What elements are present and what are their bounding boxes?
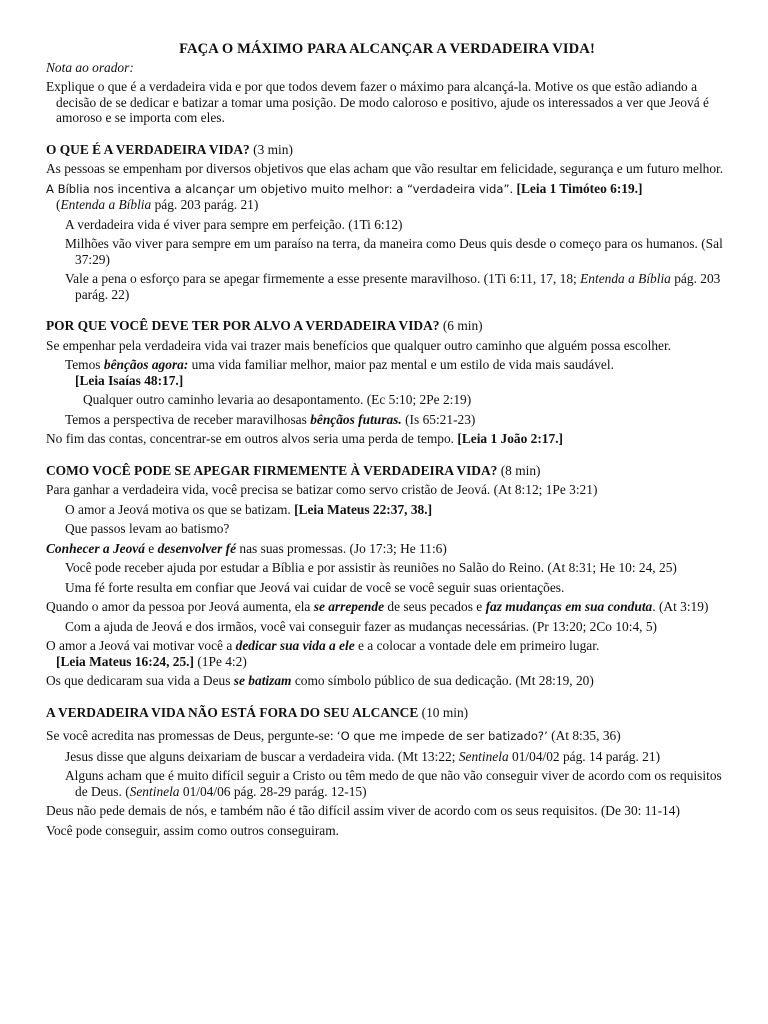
section-title: COMO VOCÊ PODE SE APEGAR FIRMEMENTE À VERDADEIRA VIDA? (46, 462, 498, 478)
section-heading (46, 463, 728, 479)
outline-point: Se você acredita nas promessas de Deus, pergunte-se: ‘O que me impede de ser batizado?’ (At 8:35, 36) (46, 728, 621, 743)
question-text: ‘O que me impede de ser batizado?’ (336, 729, 548, 743)
publication-title: Entenda a Bíblia (60, 197, 152, 212)
section-time: (8 min) (500, 462, 541, 478)
publication-title: Sentinela (129, 783, 180, 799)
outline-point: Se empenhar pela verdadeira vida vai trazer mais benefícios que qualquer outro caminho que alguém possa escolher. (46, 337, 672, 353)
speaker-note-label: Nota ao orador: (46, 59, 134, 75)
outline-subpoint: O amor a Jeová motiva os que se batizam. [Leia Mateus 22:37, 38.] (65, 501, 433, 517)
outline-point: As pessoas se empenham por diversos objetivos que elas acham que vão resultar em felicidade, segurança e um futuro melhor. (46, 161, 724, 176)
outline-point: Conhecer a Jeová e desenvolver fé nas suas promessas. (Jo 17:3; He 11:6) (46, 540, 447, 556)
section-title: A VERDADEIRA VIDA NÃO ESTÁ FORA DO SEU ALCANCE (46, 704, 419, 720)
outline-subpoint: Com a ajuda de Jeová e dos irmãos, você vai conseguir fazer as mudanças necessárias. (Pr 13:20; 2Co 10:4, 5) (65, 618, 657, 634)
outline-point: O amor a Jeová vai motivar você a dedicar sua vida a ele e a colocar a vontade dele em primeiro lugar. [Leia Mateus 16:24, 25.] (1Pe 4:2) (46, 638, 600, 669)
publication-title: Entenda a Bíblia (580, 271, 671, 286)
outline-subpoint: Uma fé forte resulta em confiar que Jeová vai cuidar de você se você seguir suas orientações. (65, 579, 565, 595)
scripture-reading: [Leia 1 João 2:17.] (457, 431, 563, 446)
outline-point: Você pode conseguir, assim como outros conseguiram. (46, 822, 340, 838)
section-time: (10 min) (421, 704, 469, 720)
outline-point: Os que dedicaram sua vida a Deus se batizam como símbolo público de sua dedicação. (Mt 28:19, 20) (46, 673, 594, 688)
publication-title: Sentinela (458, 748, 509, 764)
outline-subpoint: Jesus disse que alguns deixariam de buscar a verdadeira vida. (Mt 13:22; Sentinela 01/04/02 pág. 14 parág. 21) (65, 748, 661, 764)
outline-subpoint: Você pode receber ajuda por estudar a Bíblia e por assistir às reuniões no Salão do Reino. (At 8:31; He 10: 24, 25) (65, 560, 677, 575)
scripture-reading: [Leia Mateus 22:37, 38.] (294, 501, 433, 517)
outline-subpoint: A verdadeira vida é viver para sempre em perfeição. (1Ti 6:12) (65, 216, 403, 232)
scripture-reading: [Leia Isaías 48:17.] (75, 372, 184, 388)
outline-point: Deus não pede demais de nós, e também não é tão difícil assim viver de acordo com os seus requisitos. (De 30: 11-14) (46, 803, 680, 818)
section-title: O QUE É A VERDADEIRA VIDA? (46, 141, 250, 157)
section-heading (46, 318, 728, 334)
outline-point: Quando o amor da pessoa por Jeová aumenta, ela se arrepende de seus pecados e faz mudanças em sua conduta. (At 3:19) (46, 599, 709, 614)
section-time: (6 min) (442, 318, 483, 333)
scripture-reading: [Leia 1 Timóteo 6:19.] (516, 180, 643, 196)
outline-subpoint: Milhões vão viver para sempre em um paraíso na terra, da maneira como Deus quis desde o começo para os humanos. (Sal 37:29) (65, 236, 723, 267)
outline-subpoint: Que passos levam ao batismo? (65, 521, 230, 536)
section-heading (46, 705, 728, 721)
section-heading (46, 142, 728, 158)
outline-subpoint: Temos a perspectiva de receber maravilhosas bênçãos futuras. (Is 65:21-23) (65, 411, 476, 427)
scripture-reading: [Leia Mateus 16:24, 25.] (56, 653, 194, 669)
outline-point: No fim das contas, concentrar-se em outros alvos seria uma perda de tempo. [Leia 1 João 2:17.] (46, 431, 563, 446)
page-title: FAÇA O MÁXIMO PARA ALCANÇAR A VERDADEIRA VIDA! (179, 41, 595, 57)
section-title: POR QUE VOCÊ DEVE TER POR ALVO A VERDADEIRA VIDA? (46, 318, 440, 333)
reference: pág. 203 parág. 22) (75, 271, 721, 302)
outline-point: Para ganhar a verdadeira vida, você precisa se batizar como servo cristão de Jeová. (At 8:12; 1Pe 3:21) (46, 482, 598, 497)
outline-subpoint: Qualquer outro caminho levaria ao desapontamento. (Ec 5:10; 2Pe 2:19) (83, 392, 472, 407)
outline-subpoint: Vale a pena o esforço para se apegar firmemente a esse presente maravilhoso. (1Ti 6:11, 17, 18; Entenda a Bíblia pág. 203 parág. 22) (65, 271, 721, 302)
section-time: (3 min) (253, 141, 293, 157)
outline-subpoint: Temos bênçãos agora: uma vida familiar melhor, maior paz mental e um estilo de vida mais saudável. [Leia Isaías 48:17.] (65, 357, 614, 388)
outline-subpoint: Alguns acham que é muito difícil seguir a Cristo ou têm medo de que não vão conseguir viver de acordo com os requisitos de Deus. (Sentinela 01/04/06 pág. 28-29 parág. 12-15) (65, 768, 722, 799)
reference: pág. 203 parág. 21) (154, 197, 259, 212)
outline-point: A Bíblia nos incentiva a alcançar um objetivo muito melhor: a “verdadeira vida”. [Leia 1 Timóteo 6:19.] (Entenda a Bíblia pág. 203 parág. 21) (46, 180, 643, 212)
point-text: A Bíblia nos incentiva a alcançar um objetivo muito melhor: a “verdadeira vida”. (46, 181, 514, 196)
speaker-note-text: Explique o que é a verdadeira vida e por que todos devem fazer o máximo para alcançá-la. Motive os que estão adiando a decisão de se dedicar e batizar a tomar uma posição. De modo caloroso e positivo, ajude os interessados a ver que Jeová é amoroso e se importa com eles. (46, 79, 709, 125)
